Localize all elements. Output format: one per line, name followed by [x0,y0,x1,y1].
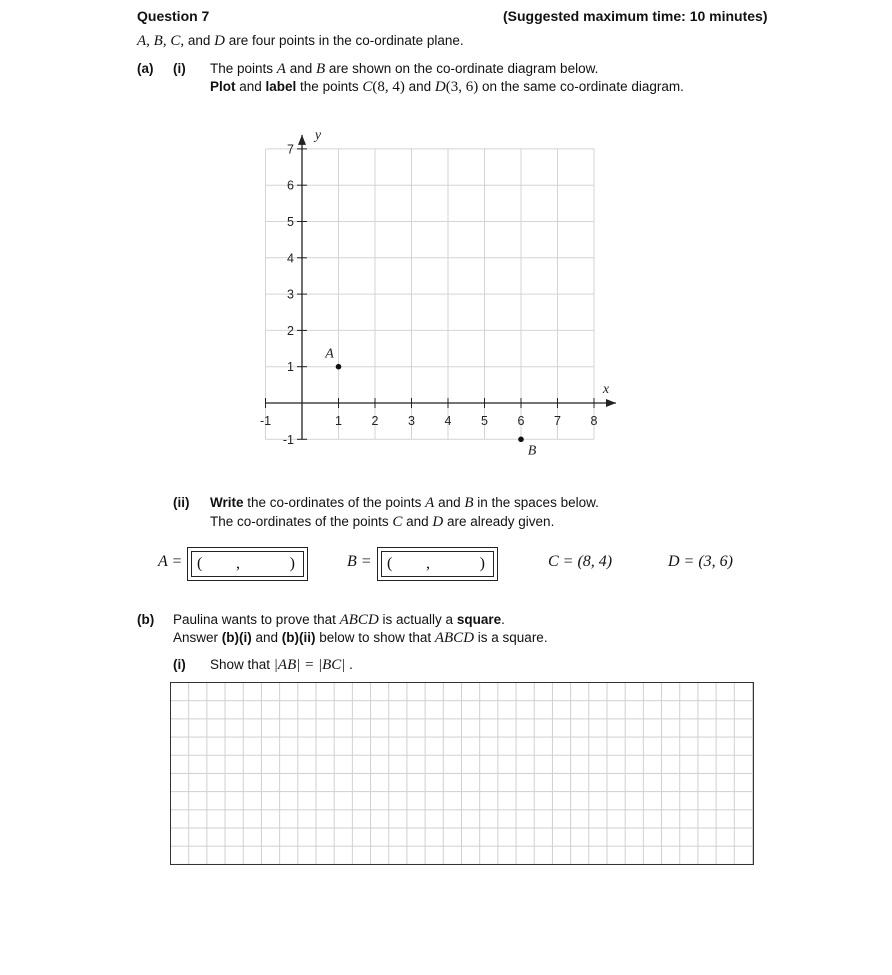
pt-d-coords: (3, 6) [445,79,479,95]
a-i-mid: the points [296,79,363,94]
a-ii-pt-c: C [392,514,403,530]
y-tick-label: -1 [282,432,294,447]
b-square: square [456,612,502,627]
part-b-label: (b) [137,612,155,627]
question-title: Question 7 [137,8,210,24]
b-abcd: ABCD [339,612,379,628]
y-tick-label: 1 [287,360,294,375]
point-label-a: A [325,346,334,362]
b-dot: . [345,657,353,672]
answer-b-lparen: ( [387,555,393,572]
part-a-ii-line1 [210,495,599,512]
x-tick-label: 6 [517,414,525,428]
given-d: D = (3, 6) [668,553,734,570]
a-i-post: on the same co-ordinate diagram. [478,79,684,94]
a-ii-pt-d: D [432,514,444,530]
y-tick-label: 4 [287,251,294,266]
plot-word: Plot [210,79,236,94]
b-pre2: Answer [173,630,222,645]
b-and: and [251,630,282,645]
y-tick-label: 3 [287,287,294,302]
y-axis-label: y [314,127,322,143]
b-bii: (b)(ii) [281,630,316,645]
answer-a-rparen: ) [289,555,295,572]
x-tick-label: -1 [259,414,272,428]
answer-b-label: B = [347,553,372,570]
pt-c: C [362,79,373,95]
part-a-ii-line2 [210,514,554,531]
y-tick-label: 5 [287,215,294,229]
b-expr: |AB| = |BC| [273,657,346,673]
intro-d: D [214,33,225,49]
b-post: . [501,612,505,627]
x-tick-label: 5 [481,414,488,428]
a-ii-mid: the co-ordinates of the points [243,495,426,510]
intro-text: are four points in the co-ordinate plane. [224,33,464,48]
b-show: Show that [210,657,274,672]
answer-a-input[interactable] [191,551,304,577]
write-word: Write [210,495,244,510]
part-a-i-label: (i) [173,61,186,76]
a-i-and2: and [235,79,266,94]
point-label-b: B [527,443,537,459]
a-i-text1: The points [210,61,277,76]
a-ii-pt-b: B [464,495,474,511]
x-tick-label: 7 [554,414,561,428]
x-tick-label: 1 [335,414,342,428]
time-note: (Suggested maximum time: 10 minutes) [503,8,768,24]
x-tick-label: 4 [444,414,452,428]
x-axis-arrow [606,399,616,407]
answer-a-lparen: ( [197,555,203,572]
answer-b-comma: , [426,555,430,572]
a-i-pt-b: B [316,61,326,77]
part-b-i-line [210,657,353,674]
point-b [518,437,524,443]
given-c: C = (8, 4) [548,553,613,570]
intro-and: and [184,33,215,48]
y-tick-label: 6 [287,178,294,193]
part-a-label: (a) [137,61,154,76]
part-b-line1 [173,612,505,629]
answer-a-box[interactable] [187,547,308,581]
answer-a-label: A = [158,553,183,570]
answer-b-rparen: ) [479,555,485,572]
x-tick-label: 8 [590,414,598,428]
a-i-and: and [285,61,316,76]
x-axis-label: x [602,382,610,397]
part-b-line2 [173,630,548,647]
a-ii-post2: are already given. [443,514,555,529]
a-ii-post: in the spaces below. [473,495,599,510]
point-a [336,364,342,370]
working-grid-area[interactable] [170,682,754,865]
a-i-text2: are shown on the co-ordinate diagram below. [325,61,599,76]
answer-b-box[interactable] [377,547,498,581]
part-a-ii-label: (ii) [173,495,190,510]
b-mid2: below to show that [315,630,435,645]
y-axis-arrow [298,135,306,145]
a-i-and3: and [404,79,435,94]
y-tick-label: 2 [287,323,294,338]
answer-a-comma: , [236,555,240,572]
part-b-i-label: (i) [173,657,186,672]
a-i-pt-a: A [276,61,286,77]
a-ii-pt-a: A [425,495,435,511]
x-tick-label: 3 [408,414,415,428]
b-mid: is actually a [378,612,457,627]
answer-b-input[interactable] [381,551,494,577]
b-bi: (b)(i) [221,630,252,645]
a-ii-and2: and [402,514,433,529]
pt-c-coords: (8, 4) [372,79,405,95]
b-post2: is a square. [474,630,548,645]
pt-d: D [434,79,446,95]
b-abcd2: ABCD [434,630,475,646]
y-tick-label: 7 [287,142,294,157]
label-word: label [265,79,297,94]
x-tick-label: 2 [371,414,379,428]
a-ii-and: and [434,495,465,510]
b-pre: Paulina wants to prove that [173,612,340,627]
a-ii-pre2: The co-ordinates of the points [210,514,393,529]
intro-points: A, B, C, [137,33,185,49]
